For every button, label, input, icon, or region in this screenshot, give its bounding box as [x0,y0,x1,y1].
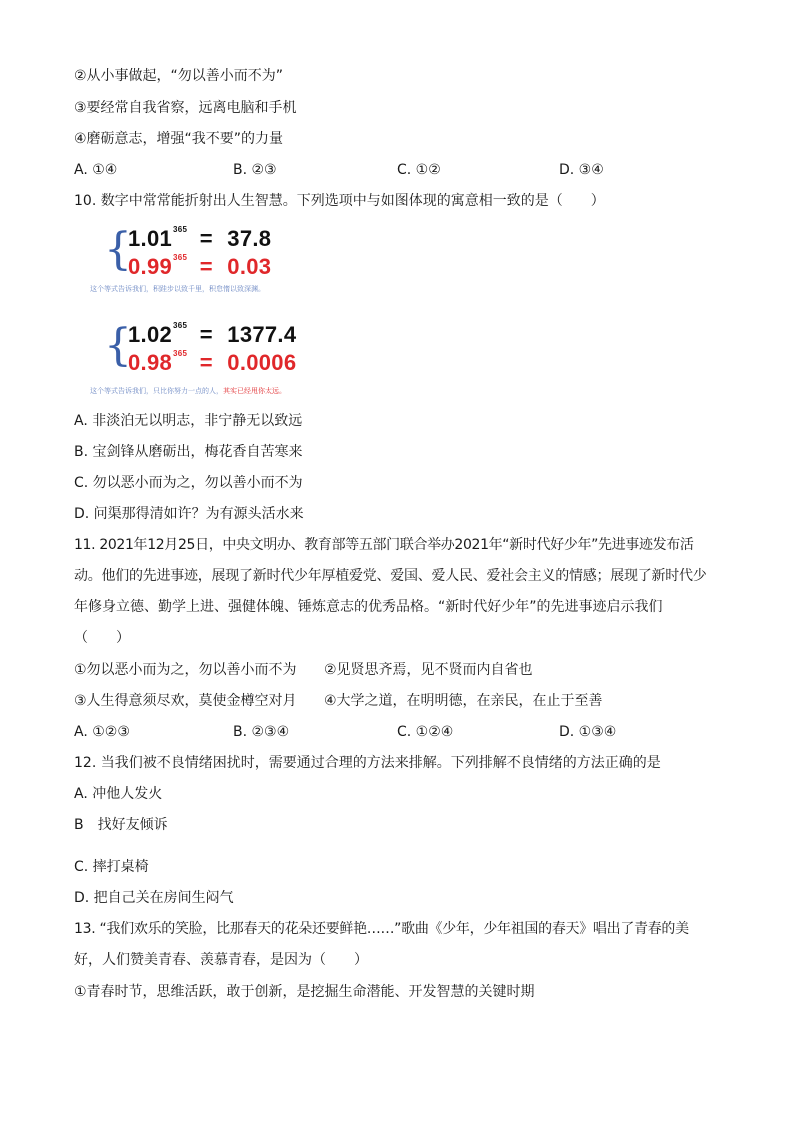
q9-statement-4: ④磨砺意志，增强“我不要”的力量 [74,131,284,147]
q11-option-c: C. ①②④ [397,724,454,740]
formula-2-bottom: 0.98$^{365}$ = 0.0006 [128,348,297,375]
q10-option-d: D. 问渠那得清如许？为有源头活水来 [74,506,304,522]
q10-stem: 10. 数字中常常能折射出人生智慧。下列选项中与如图体现的寓意相一致的是（ ） [74,193,605,209]
q11-option-b: B. ②③④ [233,724,290,740]
formula-1-bottom: 0.99$^{365}$ = 0.03 [128,252,272,279]
q9-option-b: B. ②③ [233,162,277,178]
brace-icon: { [104,320,132,371]
q9-option-c: C. ①② [397,162,441,178]
q11-stem-line-3: 年修身立德、勤学上进、强健体魄、锤炼意志的优秀品格。“新时代好少年”的先进事迹启示我们 [74,599,663,615]
formula-2-top-base: 1.02 [128,322,173,347]
brace-icon: { [104,224,132,275]
formula-2-bottom-result: 0.0006 [227,350,297,375]
formula-1-bottom-base: 0.99 [128,254,173,279]
formula-figure-2 [90,320,404,400]
q10-option-b: B. 宝剑锋从磨砺出，梅花香自苦寒来 [74,444,303,460]
q9-option-a: A. ①④ [74,162,118,178]
q12-stem: 12. 当我们被不良情绪困扰时，需要通过合理的方法来排解。下列排解不良情绪的方法正确的是 [74,755,661,771]
formula-1-bottom-result: 0.03 [227,254,272,279]
q9-statement-2: ②从小事做起，“勿以善小而不为” [74,68,284,84]
q11-option-a: A. ①②③ [74,724,130,740]
q9-option-d: D. ③④ [559,162,604,178]
formula-1-top-result: 37.8 [227,226,272,251]
q11-statement-3: ③人生得意须尽欢，莫使金樽空对月 [74,693,297,709]
formula-2-top: { 1.02$^{365}$ = 1377.4 [104,320,297,371]
q11-stem-line-2: 动。他们的先进事迹，展现了新时代少年厚植爱党、爱国、爱人民、爱社会主义的情感；展现了新时代少 [74,568,707,584]
q12-option-a: A. 冲他人发火 [74,786,163,802]
q11-statement-1: ①勿以恶小而为之，勿以善小而不为 [74,662,297,678]
formula-2-top-result: 1377.4 [227,322,297,347]
q9-statement-3: ③要经常自我省察，远离电脑和手机 [74,100,297,116]
q13-stem-line-2: 好，人们赞美青春、羡慕青春，是因为（ ） [74,952,368,968]
q11-answer-blank: （ ） [74,630,130,646]
q12-option-c: C. 摔打桌椅 [74,859,149,875]
formula-2-bottom-base: 0.98 [128,350,173,375]
formula-1-caption: 这个等式告诉我们，积跬步以致千里，积怠惰以致深渊。 [90,285,265,293]
q10-option-a: A. 非淡泊无以明志，非宁静无以致远 [74,413,303,429]
formula-2-top-exp: 365 [173,320,188,330]
q11-statement-4: ④大学之道，在明明德，在亲民，在止于至善 [324,693,603,709]
q11-option-d: D. ①③④ [559,724,617,740]
formula-2-bottom-exp: 365 [173,348,188,358]
q12-option-d: D. 把自己关在房间生闷气 [74,890,234,906]
q13-statement-1: ①青春时节，思维活跃，敢于创新，是挖掘生命潜能、开发智慧的关键时期 [74,984,535,1000]
formula-1-top: { 1.01$^{365}$ = 37.8 [104,224,272,275]
q13-stem-line-1: 13. “我们欢乐的笑脸，比那春天的花朵还要鲜艳……”歌曲《少年，少年祖国的春天》唱出了青春的美 [74,921,689,937]
formula-figure-1 [90,224,404,296]
q11-stem-line-1: 11. 2021年12月25日，中央文明办、教育部等五部门联合举办2021年“新时代好少年”先进事迹发布活 [74,537,694,553]
q11-statement-2: ②见贤思齐焉，见不贤而内自省也 [324,662,533,678]
formula-1-bottom-exp: 365 [173,252,188,262]
formula-1-top-base: 1.01 [128,226,173,251]
formula-2-caption: 这个等式告诉我们，只比你努力一点的人，其实已经甩你太远。 [90,387,286,395]
formula-1-top-exp: 365 [173,224,188,234]
q10-option-c: C. 勿以恶小而为之，勿以善小而不为 [74,475,303,491]
q12-option-b: B 找好友倾诉 [74,817,168,833]
